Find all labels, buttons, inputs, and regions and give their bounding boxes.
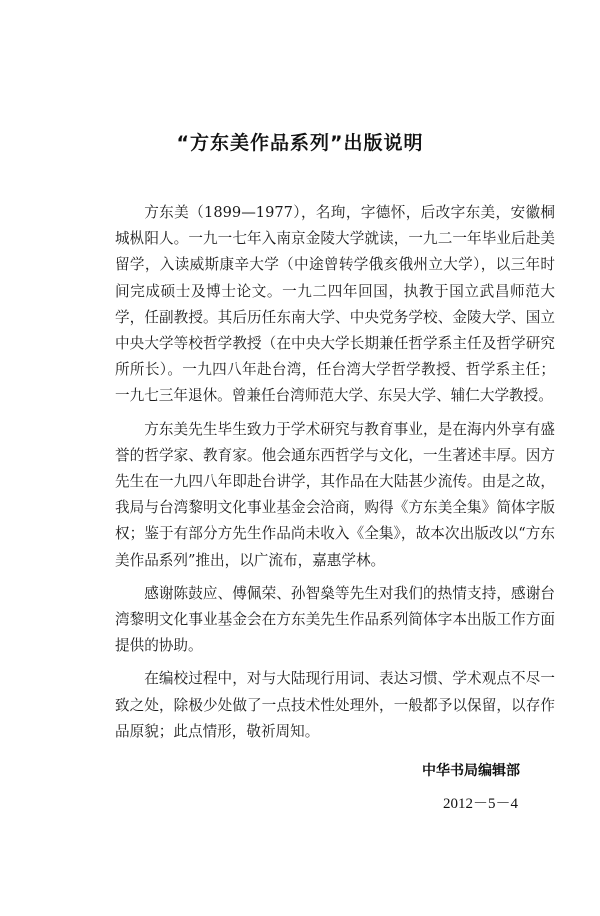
paragraph-acknowledgements: 感谢陈鼓应、傅佩荣、孙智燊等先生对我们的热情支持，感谢台湾黎明文化事业基金会在方东美先生作品系列简体字本出版工作方面提供的协助。 <box>115 584 555 655</box>
paragraph-author-bio: 方东美（1899—1977），名珣，字德怀，后改字东美，安徽桐城枞阳人。一九一七年入南京金陵大学就读，一九二一年毕业后赴美留学，入读威斯康辛大学（中途曾转学俄亥俄州立大学），以三年时间完成硕士及博士论文。一九二四年回国，执教于国立武昌师范大学，任副教授。其后历任东南大学、中央党务学校、金陵大学、国立中央大学等校哲学教授（在中央大学长期兼任哲学系主任及哲学研究所所长）。一九四八年赴台湾，任台湾大学哲学教授、哲学系主任；一九七三年退休。曾兼任台湾师范大学、东吴大学、辅仁大学教授。 <box>115 204 555 405</box>
publisher-signature: 中华书局编辑部 <box>422 763 520 779</box>
paragraph-publication-background: 方东美先生毕生致力于学术研究与教育事业，是在海内外享有盛誉的哲学家、教育家。他会通东西哲学与文化，一生著述丰厚。因方先生在一九四八年即赴台讲学，其作品在大陆甚少流传。由是之故，我局与台湾黎明文化事业基金会洽商，购得《方东美全集》简体字版权；鉴于有部分方先生作品尚未收入《全集》，故本次出版改以“方东美作品系列”推出，以广流布，嘉惠学林。 <box>115 420 555 569</box>
paragraph-editorial-note: 在编校过程中，对与大陆现行用词、表达习惯、学术观点不尽一致之处，除极少处做了一点技术性处理外，一般都予以保留，以存作品原貌；此点情形，敬祈周知。 <box>115 670 555 740</box>
publication-date: 2012－5－4 <box>442 796 518 812</box>
page-title: “方东美作品系列”出版说明 <box>176 132 424 154</box>
body-text <box>115 200 555 752</box>
